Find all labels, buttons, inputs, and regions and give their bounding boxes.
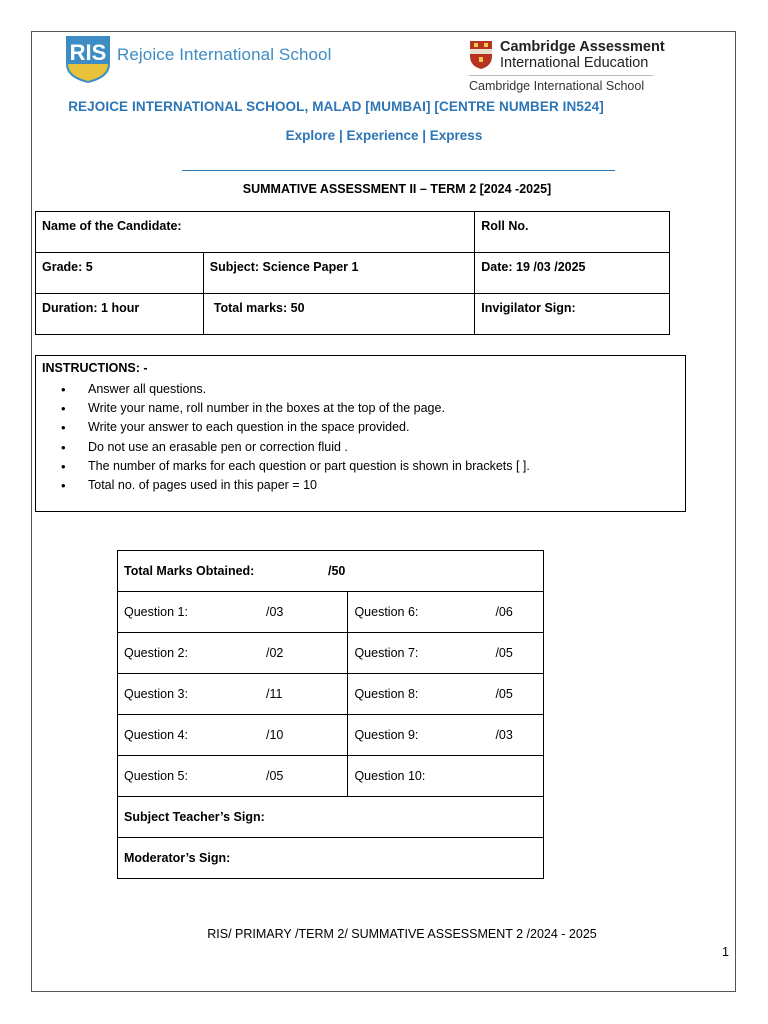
- question-10-score-field[interactable]: [348, 756, 544, 797]
- question-max: /06: [495, 605, 513, 619]
- question-max: /10: [266, 728, 284, 742]
- question-label: Question 9:: [354, 728, 419, 742]
- question-max: /03: [266, 605, 284, 619]
- question-label: Question 5:: [124, 769, 188, 783]
- school-logo-name: Rejoice International School: [117, 45, 332, 64]
- table-row: [118, 551, 544, 592]
- list-item: • Write your name, roll number in the boxes at the top of the page.: [42, 399, 530, 418]
- list-item: • Do not use an erasable pen or correction fluid .: [42, 438, 530, 457]
- table-row: [118, 592, 544, 633]
- instructions-box: [35, 355, 686, 512]
- question-max: /05: [495, 646, 513, 660]
- page-number: 1: [722, 945, 729, 959]
- question-label: Question 3:: [124, 687, 188, 701]
- total-marks-max: /50: [328, 564, 346, 578]
- question-8-score-field[interactable]: [348, 674, 544, 715]
- question-4-score-field[interactable]: [118, 715, 348, 756]
- question-label: Question 2:: [124, 646, 188, 660]
- question-1-score-field[interactable]: [118, 592, 348, 633]
- question-max: /03: [495, 728, 513, 742]
- question-label: Question 6:: [354, 605, 419, 619]
- question-label: Question 7:: [354, 646, 419, 660]
- moderator-sign-field[interactable]: Moderator’s Sign:: [118, 838, 544, 879]
- question-9-score-field[interactable]: [348, 715, 544, 756]
- teacher-sign-field[interactable]: Subject Teacher’s Sign:: [118, 797, 544, 838]
- question-7-score-field[interactable]: [348, 633, 544, 674]
- invigilator-sign-field[interactable]: Invigilator Sign:: [475, 294, 670, 335]
- page-footer-text: RIS/ PRIMARY /TERM 2/ SUMMATIVE ASSESSMENT 2 /2024 - 2025: [207, 927, 597, 941]
- school-motto: Explore | Experience | Express: [285, 128, 483, 143]
- marks-table: [117, 550, 544, 879]
- header-divider: [182, 170, 615, 171]
- table-row: [118, 756, 544, 797]
- list-item: • Answer all questions.: [42, 380, 530, 399]
- cambridge-divider: [469, 75, 653, 76]
- question-label: Question 10:: [354, 769, 426, 783]
- grade-cell: Grade: 5: [36, 253, 204, 294]
- roll-number-field[interactable]: Roll No.: [475, 212, 670, 253]
- school-header-text: REJOICE INTERNATIONAL SCHOOL, MALAD [MUMBAI] [CENTRE NUMBER IN524]: [68, 99, 604, 114]
- table-row: [118, 797, 544, 838]
- question-max: /05: [266, 769, 284, 783]
- cambridge-subtitle: International Education: [500, 55, 649, 71]
- list-item: • Write your answer to each question in the space provided.: [42, 418, 530, 437]
- question-max: /05: [495, 687, 513, 701]
- candidate-name-field[interactable]: Name of the Candidate:: [36, 212, 475, 253]
- table-row: [36, 212, 670, 253]
- page-footer: [0, 927, 768, 941]
- total-marks-obtained-field[interactable]: [118, 551, 544, 592]
- table-row: [118, 633, 544, 674]
- table-row: [36, 294, 670, 335]
- subject-cell: Subject: Science Paper 1: [203, 253, 475, 294]
- candidate-info-table: [35, 211, 670, 335]
- school-header: [0, 99, 768, 114]
- total-marks-cell: Total marks: 50: [203, 294, 475, 335]
- assessment-title: [0, 182, 768, 196]
- question-label: Question 8:: [354, 687, 419, 701]
- question-2-score-field[interactable]: [118, 633, 348, 674]
- question-max: /11: [266, 687, 283, 701]
- ris-logo: [64, 34, 112, 84]
- table-row: [118, 838, 544, 879]
- cambridge-school-line: Cambridge International School: [469, 79, 645, 93]
- question-label: Question 4:: [124, 728, 188, 742]
- total-marks-label: Total Marks Obtained:: [124, 564, 255, 578]
- cambridge-title: Cambridge Assessment: [500, 39, 665, 55]
- question-label: Question 1:: [124, 605, 188, 619]
- question-5-score-field[interactable]: [118, 756, 348, 797]
- cambridge-shield-icon: [469, 40, 493, 70]
- list-item: • Total no. of pages used in this paper = 10: [42, 476, 530, 495]
- ris-logo-text: RIS: [69, 40, 107, 65]
- date-cell: Date: 19 /03 /2025: [475, 253, 670, 294]
- instructions-list: [42, 380, 530, 495]
- table-row: [118, 674, 544, 715]
- question-3-score-field[interactable]: [118, 674, 348, 715]
- assessment-title-text: SUMMATIVE ASSESSMENT II – TERM 2 [2024 -2025]: [242, 182, 552, 196]
- question-6-score-field[interactable]: [348, 592, 544, 633]
- duration-cell: Duration: 1 hour: [36, 294, 204, 335]
- instructions-heading: INSTRUCTIONS: -: [42, 361, 148, 375]
- list-item: • The number of marks for each question or part question is shown in brackets [ ].: [42, 457, 530, 476]
- table-row: [36, 253, 670, 294]
- table-row: [118, 715, 544, 756]
- question-max: /02: [266, 646, 284, 660]
